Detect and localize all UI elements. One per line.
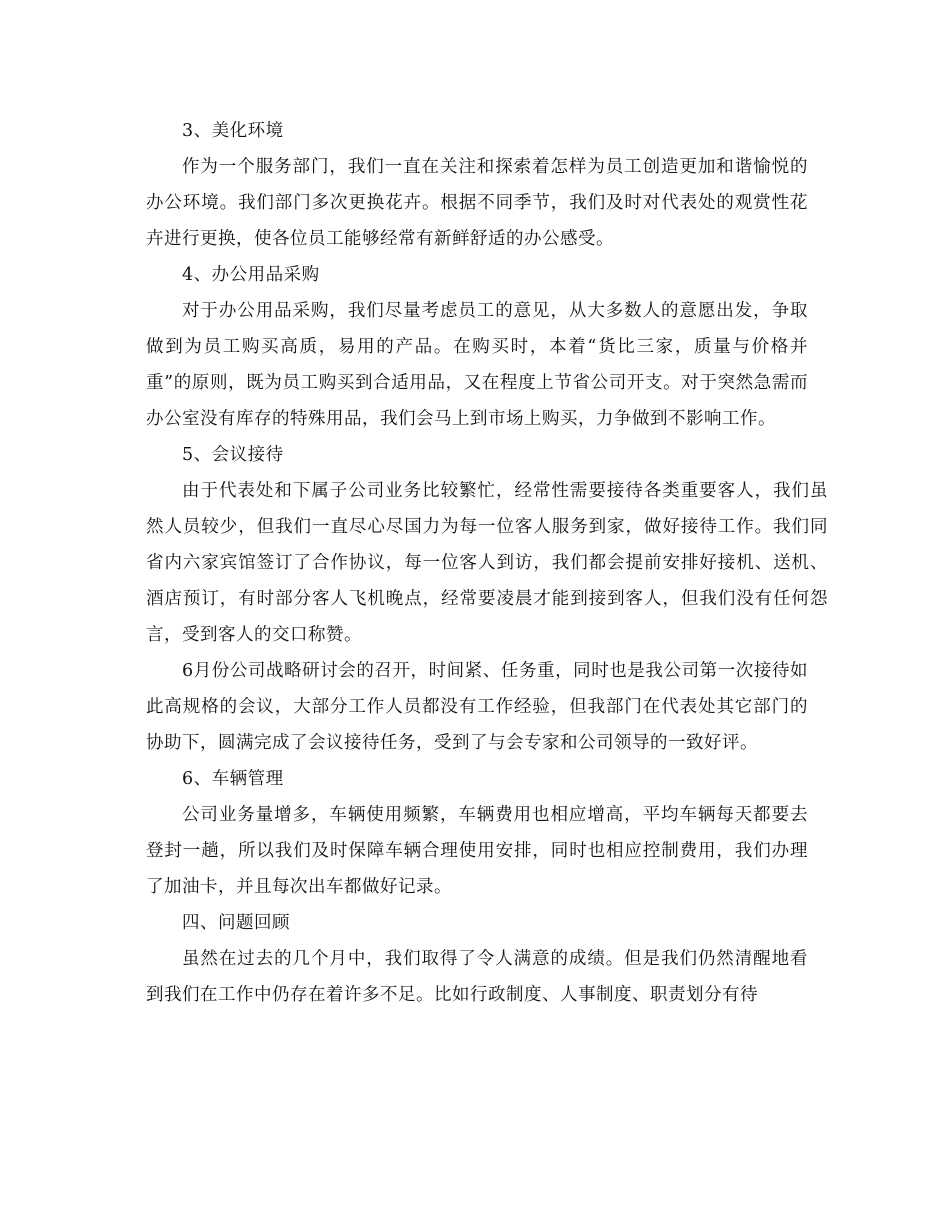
section-heading-beautify-environment: 3、美化环境	[182, 121, 284, 141]
paragraph-beautify-environment: 作为一个服务部门，我们一直在关注和探索着怎样为员工创造更加和谐愉悦的办公环境。我们部门多次更换花卉。根据不同季节，我们及时对代表处的观赏性花卉进行更换，使各位员工能够经常有新鲜舒适的办公感受。	[146, 157, 808, 249]
section-heading-meeting-reception: 5、会议接待	[182, 445, 284, 465]
paragraph-problem-review: 虽然在过去的几个月中，我们取得了令人满意的成绩。但是我们仍然清醒地看到我们在工作中仍存在着许多不足。比如行政制度、人事制度、职责划分有待	[146, 949, 808, 1005]
paragraph-vehicle-management: 公司业务量增多，车辆使用频繁，车辆费用也相应增高，平均车辆每天都要去登封一趟，所以我们及时保障车辆合理使用安排，同时也相应控制费用，我们办理了加油卡，并且每次出车都做好记录。	[146, 805, 808, 897]
paragraph-office-supplies: 对于办公用品采购，我们尽量考虑员工的意见，从大多数人的意愿出发，争取做到为员工购买高质，易用的产品。在购买时，本着“货比三家，质量与价格并重”的原则，既为员工购买到合适用品，又在程度上节省公司开支。对于突然急需而办公室没有库存的特殊用品，我们会马上到市场上购买，力争做到不影响工作。	[146, 301, 808, 429]
section-heading-problem-review: 四、问题回顾	[182, 913, 290, 933]
section-heading-vehicle-management: 6、车辆管理	[182, 769, 284, 789]
paragraph-strategy-seminar: 6月份公司战略研讨会的召开，时间紧、任务重，同时也是我公司第一次接待如此高规格的会议，大部分工作人员都没有工作经验，但我部门在代表处其它部门的协助下，圆满完成了会议接待任务，受到了与会专家和公司领导的一致好评。	[146, 661, 808, 753]
section-heading-office-supplies: 4、办公用品采购	[182, 265, 320, 285]
document-body	[146, 113, 828, 1013]
paragraph-meeting-reception: 由于代表处和下属子公司业务比较繁忙，经常性需要接待各类重要客人，我们虽然人员较少，但我们一直尽心尽国力为每一位客人服务到家，做好接待工作。我们同省内六家宾馆签订了合作协议，每一位客人到访，我们都会提前安排好接机、送机、酒店预订，有时部分客人飞机晚点，经常要凌晨才能到接到客人，但我们没有任何怨言，受到客人的交口称赞。	[146, 481, 828, 645]
